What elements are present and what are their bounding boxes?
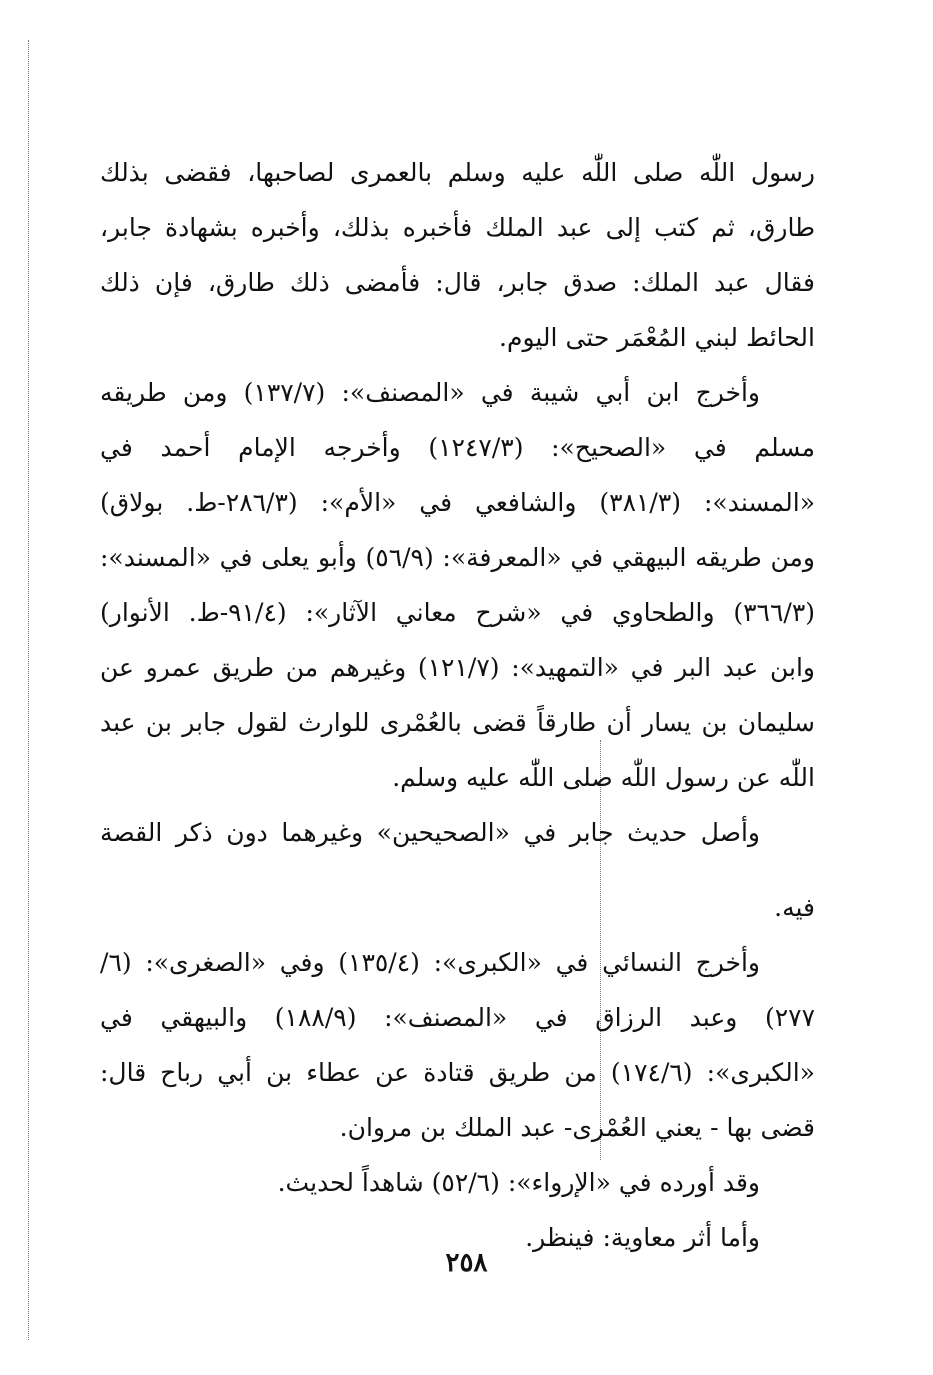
text-line: مسلم في «الصحيح»: (١٢٤٧/٣) وأخرجه الإمام أحمد في — [100, 433, 815, 462]
text-line: سليمان بن يسار أن طارقاً قضى بالعُمْرى للوارث لقول جابر بن عبد — [100, 708, 815, 737]
text-line: ومن طريقه البيهقي في «المعرفة»: (٥٦/٩) وأبو يعلى في «المسند»: — [100, 543, 815, 572]
text-line: ٢٧٧) وعبد الرزاق في «المصنف»: (١٨٨/٩) والبيهقي في — [100, 1003, 815, 1032]
text-line: وابن عبد البر في «التمهيد»: (١٢١/٧) وغيرهم من طريق عمرو عن — [100, 653, 815, 682]
text-line: وأخرج ابن أبي شيبة في «المصنف»: (١٣٧/٧) ومن طريقه — [100, 378, 761, 407]
main-text — [100, 145, 815, 1265]
text-line: فيه. — [774, 893, 815, 922]
text-line: وأصل حديث جابر في «الصحيحين» وغيرهما دون ذكر القصة — [100, 818, 760, 847]
text-line: رسول اللّٰه صلى اللّٰه عليه وسلم بالعمرى لصاحبها، فقضى بذلك — [100, 158, 815, 187]
text-line: اللّٰه عن رسول اللّٰه صلى اللّٰه عليه وسلم. — [392, 763, 815, 792]
text-line: وقد أورده في «الإرواء»: (٥٢/٦) شاهداً لحديث. — [277, 1168, 760, 1197]
page-number: ٢٥٨ — [445, 1248, 488, 1278]
text-line: «الكبرى»: (١٧٤/٦) من طريق قتادة عن عطاء بن أبي رباح قال: — [100, 1058, 815, 1087]
text-line: قضى بها - يعني العُمْرى- عبد الملك بن مروان. — [339, 1113, 815, 1142]
scan-artifact-line — [28, 40, 29, 1340]
text-line: الحائط لبني المُعْمَر حتى اليوم. — [499, 323, 815, 352]
text-line: وأما أثر معاوية: فينظر. — [525, 1223, 760, 1252]
text-line: (٣٦٦/٣) والطحاوي في «شرح معاني الآثار»: (٩١/٤-ط. الأنوار) — [100, 598, 815, 627]
text-line: «المسند»: (٣٨١/٣) والشافعي في «الأم»: (٢٨٦/٣-ط. بولاق) — [100, 488, 815, 517]
text-line: فقال عبد الملك: صدق جابر، قال: فأمضى ذلك طارق، فإن ذلك — [100, 268, 815, 297]
text-line: طارق، ثم كتب إلى عبد الملك فأخبره بذلك، وأخبره بشهادة جابر، — [100, 213, 815, 242]
text-line: وأخرج النسائي في «الكبرى»: (١٣٥/٤) وفي «الصغرى»: (٦/ — [100, 948, 760, 977]
